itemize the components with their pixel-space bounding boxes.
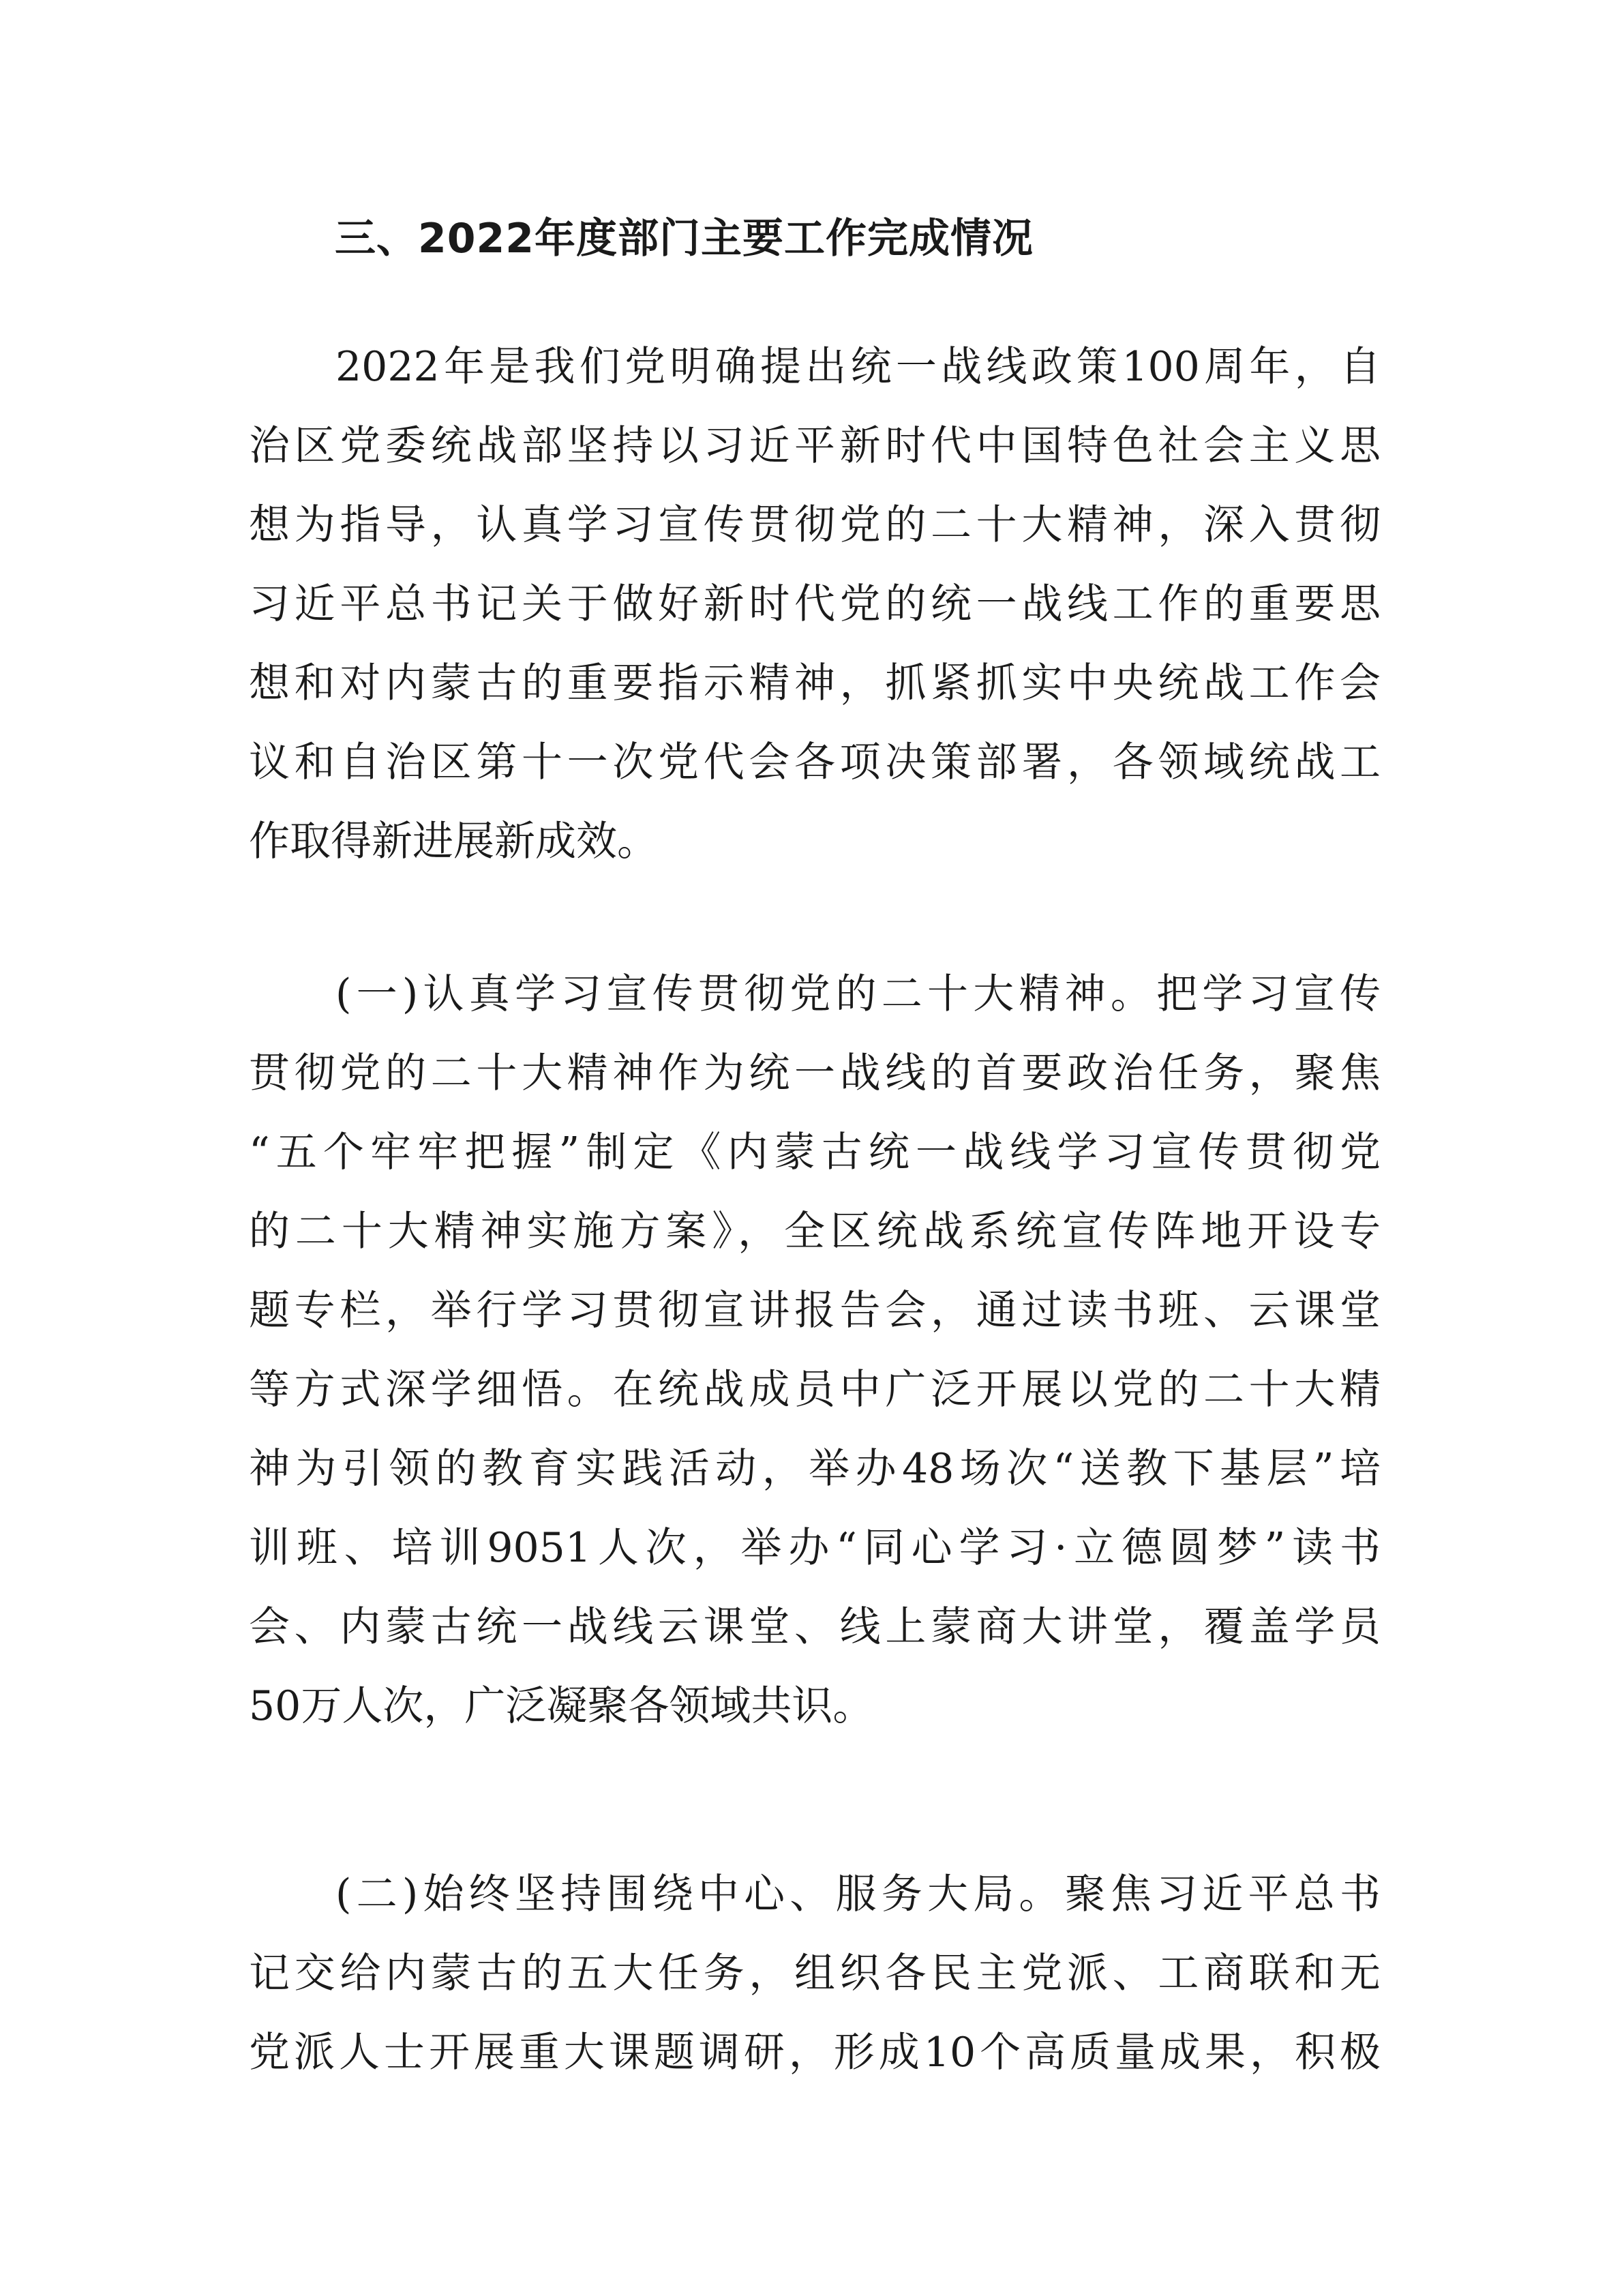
paragraph-line: (一)认真学习宣传贯彻党的二十大精神。把学习宣传	[335, 970, 1381, 1018]
paragraph-line: 题专栏，举行学习贯彻宣讲报告会，通过读书班、云课堂	[249, 1287, 1381, 1335]
paragraph-line: (二)始终坚持围绕中心、服务大局。聚焦习近平总书	[335, 1870, 1381, 1918]
paragraph-line: 想为指导，认真学习宣传贯彻党的二十大精神，深入贯彻	[249, 501, 1381, 549]
paragraph-item-one	[249, 955, 1381, 1746]
paragraph-line: 的二十大精神实施方案》，全区统战系统宣传阵地开设专	[249, 1208, 1381, 1255]
paragraph-line: 训班、培训9051人次，举办“同心学习·立德圆梦”读书	[249, 1524, 1381, 1572]
paragraph-line: 50万人次，广泛凝聚各领域共识。	[249, 1682, 874, 1730]
paragraph-line: 贯彻党的二十大精神作为统一战线的首要政治任务，聚焦	[249, 1049, 1381, 1097]
paragraph-line: 议和自治区第十一次党代会各项决策部署，各领域统战工	[249, 739, 1381, 786]
paragraph-overview	[249, 327, 1381, 881]
paragraph-line: “五个牢牢把握”制定《内蒙古统一战线学习宣传贯彻党	[249, 1129, 1381, 1176]
paragraph-line: 治区党委统战部坚持以习近平新时代中国特色社会主义思	[249, 422, 1381, 470]
section-heading: 三、2022年度部门主要工作完成情况	[335, 215, 1034, 263]
paragraph-line: 记交给内蒙古的五大任务，组织各民主党派、工商联和无	[249, 1950, 1381, 1997]
paragraph-line: 2022年是我们党明确提出统一战线政策100周年，自	[335, 343, 1381, 391]
paragraph-line: 等方式深学细悟。在统战成员中广泛开展以党的二十大精	[249, 1366, 1381, 1414]
paragraph-line: 党派人士开展重大课题调研，形成10个高质量成果，积极	[249, 2029, 1381, 2076]
paragraph-line: 作取得新进展新成效。	[249, 818, 658, 865]
paragraph-line: 神为引领的教育实践活动，举办48场次“送教下基层”培	[249, 1445, 1381, 1493]
paragraph-line: 会、内蒙古统一战线云课堂、线上蒙商大讲堂，覆盖学员	[249, 1603, 1381, 1651]
paragraph-item-two	[249, 1855, 1381, 2092]
paragraph-line: 想和对内蒙古的重要指示精神，抓紧抓实中央统战工作会	[249, 659, 1381, 707]
paragraph-line: 习近平总书记关于做好新时代党的统一战线工作的重要思	[249, 580, 1381, 628]
